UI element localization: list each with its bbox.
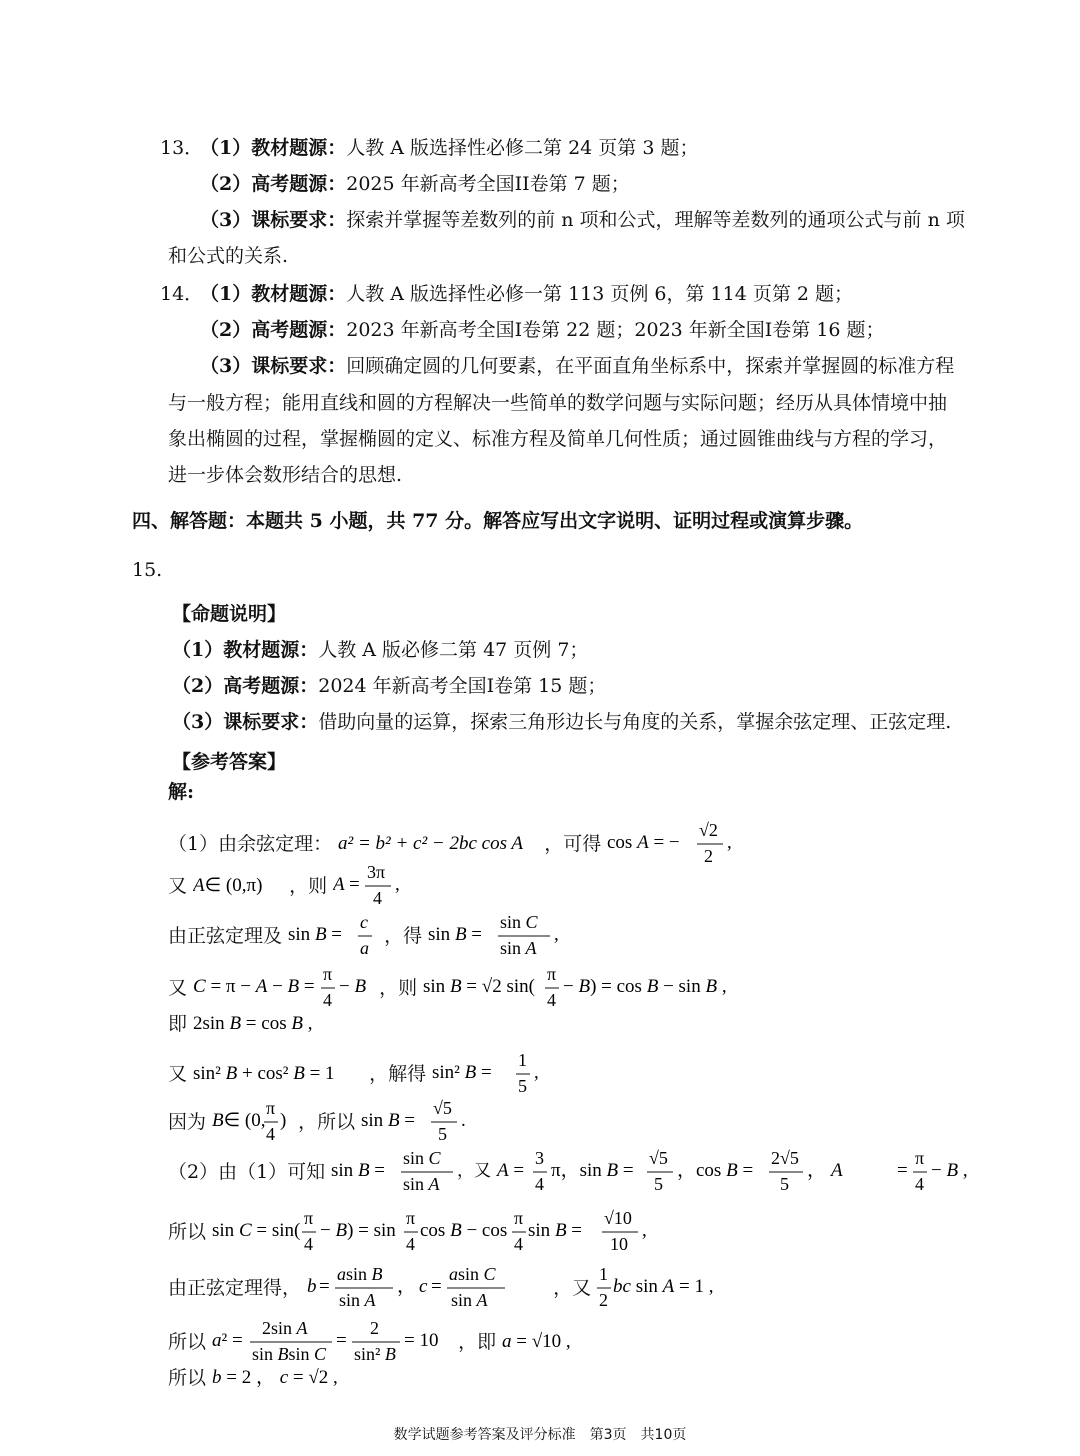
formula-area [597, 1262, 727, 1312]
solution-line-12: 所以 b = 2 ， c = √2 , [168, 1364, 362, 1392]
formula-b-c [307, 1262, 547, 1312]
svg-text:): ) [280, 1110, 287, 1131]
q13-line1: （1）教材题源：人教 A 版选择性必修二第 24 页第 3 题； [200, 137, 699, 159]
q14-line4: 与一般方程；能用直线和圆的方程解决一些简单的数学问题与实际问题；经历从具体情境中抽 [168, 392, 948, 414]
svg-text:.: . [461, 1110, 466, 1131]
q14-line6: 进一步体会数形结合的思想. [168, 464, 403, 486]
formula-B-interval [212, 1096, 292, 1146]
q13-line2: （2）高考题源：2025 年新高考全国II卷第 7 题； [200, 173, 630, 195]
svg-text:π: π [304, 1208, 314, 1228]
formula-cosA [607, 818, 737, 868]
svg-text:1: 1 [599, 1264, 609, 1284]
svg-text:sin² B + cos² B = 1: sin² B + cos² B = 1 [193, 1063, 335, 1084]
svg-text:,: , [534, 1062, 539, 1083]
svg-text:π: π [514, 1208, 524, 1228]
solution-line-10: 由正弦定理得， b = asin B sin A ， c = asin C sin A ，又 1 2 bc sin A = 1 , [168, 1262, 727, 1312]
svg-text:=: = [431, 1276, 442, 1297]
q15-answer-header: 【参考答案】 [172, 751, 287, 773]
svg-text:4: 4 [535, 1174, 545, 1194]
svg-text:A: A [333, 874, 345, 895]
svg-text:− B ,: − B , [931, 1160, 968, 1181]
svg-text:2sin A: 2sin A [262, 1318, 308, 1338]
q15-desc-header: 【命题说明】 [172, 603, 287, 625]
formula-2sinB [193, 1010, 343, 1036]
svg-text:a² =: a² = [212, 1330, 243, 1351]
formula-C-value [193, 962, 373, 1012]
svg-text:5: 5 [518, 1076, 528, 1096]
solution-line-1: （1）由余弦定理： a² = b² + c² − 2bc cos A ，可得 cos A = − √2 2 , [168, 818, 737, 868]
q15-number: 15. [132, 559, 163, 581]
svg-text:a: a [360, 938, 370, 958]
formula-a-squared [212, 1316, 452, 1366]
q15-solve-label: 解: [168, 781, 195, 803]
svg-text:c: c [419, 1276, 428, 1297]
q14-line3: （3）课标要求：回顾确定圆的几何要素，在平面直角坐标系中，探索并掌握圆的标准方程 [200, 355, 955, 377]
svg-text:A: A [831, 1160, 843, 1181]
formula-pythagorean [193, 1060, 363, 1086]
svg-text:sin B = √2 sin(: sin B = √2 sin( [423, 976, 536, 997]
formula-A-eq [897, 1146, 977, 1196]
formula-sin2B [432, 1048, 542, 1098]
svg-text:b: b [307, 1276, 317, 1297]
svg-text:asin C: asin C [449, 1264, 496, 1284]
svg-text:sin A: sin A [500, 938, 537, 958]
svg-text:，: ， [807, 1160, 827, 1181]
formula-part2-values [331, 1146, 891, 1196]
svg-text:= 10: = 10 [404, 1330, 439, 1351]
svg-text:sin B =: sin B = [361, 1110, 416, 1131]
svg-text:=: = [349, 874, 360, 895]
svg-text:cos A = −: cos A = − [607, 832, 680, 853]
svg-text:sin A: sin A [403, 1174, 440, 1194]
svg-text:2: 2 [704, 846, 714, 866]
svg-text:sin Bsin C: sin Bsin C [252, 1344, 327, 1364]
svg-text:2: 2 [599, 1290, 609, 1310]
svg-text:π: π [547, 964, 557, 984]
svg-text:π: π [406, 1208, 416, 1228]
formula-sinB-result [361, 1096, 471, 1146]
svg-text:4: 4 [323, 990, 333, 1010]
svg-text:sin C = sin(: sin C = sin( [212, 1220, 301, 1241]
svg-text:3: 3 [535, 1148, 545, 1168]
solution-line-11: 所以 a² = 2sin A sin Bsin C = 2 sin² B = 10 ，即 a = √10 , [168, 1316, 592, 1366]
svg-text:4: 4 [514, 1234, 524, 1254]
svg-text:5: 5 [780, 1174, 790, 1194]
svg-text:sin B =: sin B = [288, 924, 343, 945]
svg-text:sin B =: sin B = [428, 924, 483, 945]
formula-A-value [333, 860, 413, 910]
svg-text:=: = [319, 1276, 330, 1297]
svg-text:,: , [642, 1220, 647, 1241]
svg-text:=: = [897, 1160, 908, 1181]
solution-line-9: 所以 sin C = sin( π 4 − B) = sin π 4 cos B − cos π 4 sin B = √10 10 , [168, 1206, 652, 1256]
formula-a-value [502, 1328, 592, 1354]
svg-text:5: 5 [654, 1174, 664, 1194]
svg-text:B∈ (0,: B∈ (0, [212, 1110, 266, 1131]
formula-A-interval [193, 872, 283, 898]
q15-desc-line1: （1）教材题源：人教 A 版必修二第 47 页例 7； [172, 639, 589, 661]
q14-line1: （1）教材题源：人教 A 版选择性必修一第 113 页例 6，第 114 页第 2 题； [200, 283, 854, 305]
svg-text:4: 4 [547, 990, 557, 1010]
svg-text:asin B: asin B [337, 1264, 383, 1284]
svg-text:1: 1 [518, 1050, 528, 1070]
svg-text:A =: A = [497, 1160, 525, 1181]
svg-text:sin A: sin A [339, 1290, 376, 1310]
solution-line-2: 又 A∈ (0,π) ，则 A = 3π 4 , [168, 860, 413, 910]
svg-text:4: 4 [915, 1174, 925, 1194]
formula-b-c-values [212, 1364, 362, 1390]
svg-text:√10: √10 [604, 1208, 632, 1228]
svg-text:sin² B =: sin² B = [432, 1062, 492, 1083]
svg-text:4: 4 [373, 888, 383, 908]
svg-text:,: , [554, 924, 559, 945]
formula-cosine-law [338, 830, 538, 856]
solution-line-4: 又 C = π − A − B = π 4 − B ，则 sin B = √2 sin( π 4 − B) = cos B − sin B , [168, 962, 753, 1012]
q14-line2: （2）高考题源：2023 年新高考全国I卷第 22 题；2023 年新全国I卷第 16 题； [200, 319, 885, 341]
svg-text:=: = [336, 1330, 347, 1351]
svg-text:b = 2 ， c = √2 ,: b = 2 ， c = √2 , [212, 1367, 338, 1388]
svg-text:− B) = cos B − sin B ,: − B) = cos B − sin B , [563, 976, 727, 997]
solution-line-7: 因为 B∈ (0, π 4 ) ，所以 sin B = √5 5 . [168, 1096, 471, 1146]
svg-text:sin B =: sin B = [528, 1220, 583, 1241]
svg-text:π: π [266, 1098, 276, 1118]
svg-text:5: 5 [438, 1124, 448, 1144]
svg-text:，cos B =: ，cos B = [677, 1160, 754, 1181]
svg-text:C = π − A − B =: C = π − A − B = [193, 976, 315, 997]
svg-text:,: , [395, 874, 400, 895]
svg-text:4: 4 [266, 1124, 276, 1144]
svg-text:，: ， [397, 1276, 417, 1297]
section-heading: 四、解答题：本题共 5 小题，共 77 分。解答应写出文字说明、证明过程或演算步骤。 [132, 510, 864, 532]
svg-text:√5: √5 [649, 1148, 669, 1168]
svg-text:4: 4 [304, 1234, 314, 1254]
svg-text:bc sin A = 1 ,: bc sin A = 1 , [613, 1276, 714, 1297]
q15-desc-line2: （2）高考题源：2024 年新高考全国I卷第 15 题； [172, 675, 607, 697]
svg-text:− B: − B [339, 976, 367, 997]
q13-line3: （3）课标要求：探索并掌握等差数列的前 n 项和公式，理解等差数列的通项公式与前 n 项 [200, 209, 965, 231]
solution-line-3: 由正弦定理及 sin B = c a ，得 sin B = sin C sin A , [168, 910, 568, 960]
q14-line5: 象出椭圆的过程，掌握椭圆的定义、标准方程及简单几何性质；通过圆锥曲线与方程的学习， [168, 428, 948, 450]
q15-desc-line3: （3）课标要求：借助向量的运算，探索三角形边长与角度的关系，掌握余弦定理、正弦定理. [172, 711, 952, 733]
svg-text:a² = b² + c² − 2bc cos A: a² = b² + c² − 2bc cos A [338, 833, 524, 854]
q14-number: 14． [160, 283, 204, 305]
svg-text:sin B =: sin B = [331, 1160, 386, 1181]
svg-text:a = √10 ,: a = √10 , [502, 1331, 571, 1352]
page-footer: 数学试题参考答案及评分标准 第3页 共10页 [393, 1427, 687, 1443]
svg-text:c: c [360, 912, 369, 932]
svg-text:2sin B = cos B ,: 2sin B = cos B , [193, 1013, 313, 1034]
formula-sinB-sinC [428, 910, 568, 960]
svg-text:sin² B: sin² B [354, 1344, 396, 1364]
svg-text:10: 10 [610, 1234, 629, 1254]
svg-text:cos B − cos: cos B − cos [420, 1220, 508, 1241]
svg-text:π，sin B =: π，sin B = [551, 1160, 634, 1181]
svg-text:sin C: sin C [500, 912, 538, 932]
svg-text:sin C: sin C [403, 1148, 441, 1168]
svg-text:2√5: 2√5 [771, 1148, 800, 1168]
svg-text:π: π [323, 964, 333, 984]
svg-text:√2: √2 [699, 820, 719, 840]
svg-text:2: 2 [370, 1318, 380, 1338]
svg-text:− B) = sin: − B) = sin [320, 1220, 396, 1241]
svg-text:π: π [915, 1148, 925, 1168]
svg-text:3π: 3π [367, 862, 386, 882]
q13-line4: 和公式的关系. [168, 245, 289, 267]
solution-line-6: 又 sin² B + cos² B = 1 ，解得 sin² B = 1 5 , [168, 1048, 542, 1098]
svg-text:A∈ (0,π): A∈ (0,π) [193, 875, 263, 896]
svg-text:sin A: sin A [451, 1290, 488, 1310]
q13-number: 13． [160, 137, 204, 159]
formula-sinB-expansion [423, 962, 753, 1012]
formula-sinC-expansion [212, 1206, 652, 1256]
formula-sinB-ratio [288, 910, 378, 960]
solution-line-8: （2）由（1）可知 sin B = sin C sin A ，又 A = 3 4 π，sin B = √5 5 ，cos B = 2√5 5 ， A = π 4 − B , [168, 1146, 977, 1196]
svg-text:4: 4 [406, 1234, 416, 1254]
svg-text:，又: ，又 [457, 1161, 492, 1181]
solution-line-5: 即 2sin B = cos B , [168, 1010, 343, 1038]
svg-text:,: , [727, 832, 732, 853]
svg-text:√5: √5 [433, 1098, 453, 1118]
